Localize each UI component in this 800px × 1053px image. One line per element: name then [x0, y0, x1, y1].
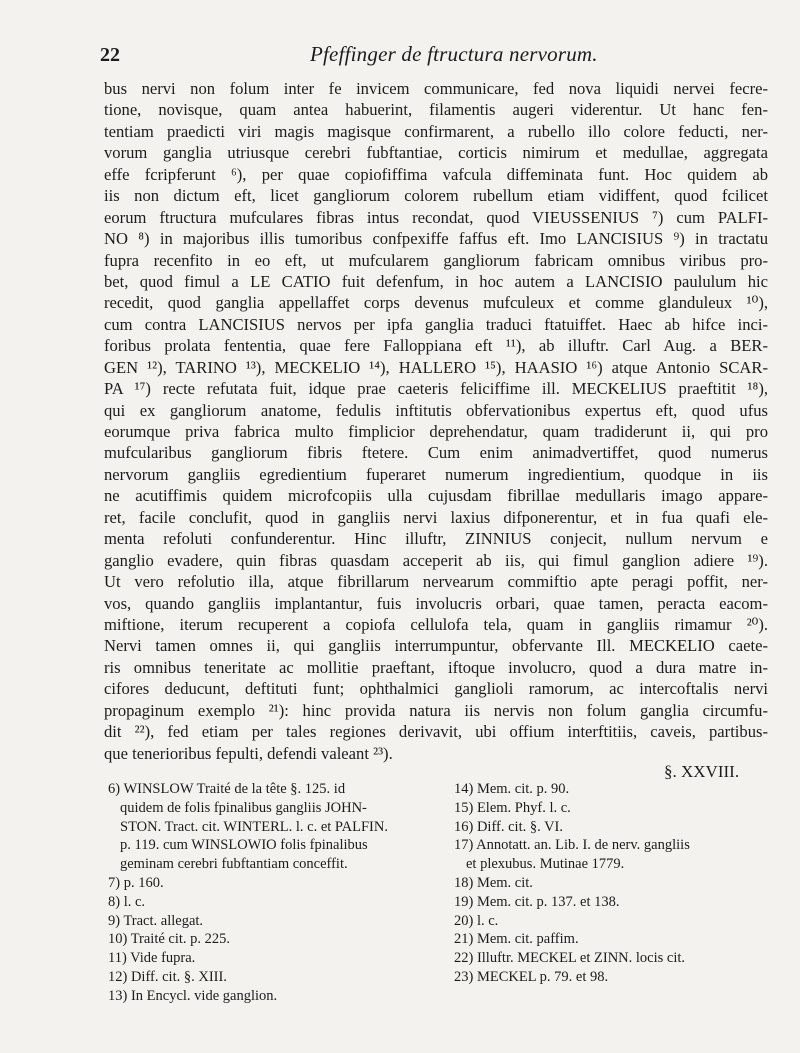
body-line: GEN ¹²), TARINO ¹³), MECKELIO ¹⁴), HALLERO ¹⁵), HAASIO ¹⁶) atque Antonio SCAR- — [104, 357, 768, 377]
body-line: fupra recenfito in eo eft, ut mufcularem gangliorum fabricam omnibus viribus pro- — [104, 250, 768, 270]
body-line: dit ²²), fed etiam per tales regiones derivavit, ubi offium interftitiis, caveis, partibus- — [104, 722, 768, 742]
footnote-line: STON. Tract. cit. WINTERL. l. c. et PALFIN. — [120, 818, 388, 835]
body-line: effe fcripferunt ⁶), per quae copiofiffima vafcula diffeminata funt. Hoc quidem ab — [104, 164, 768, 184]
body-line: foribus prolata fententia, quae fere Falloppiana eft ¹¹), ab illuftr. Carl Aug. a BER- — [104, 336, 768, 356]
body-line: qui ex gangliorum anatome, fedulis inftitutis obfervationibus expertus eft, quod ufus — [104, 400, 768, 420]
body-line: ris omnibus teneritate ac mollitie praeftant, iftoque involucro, quod a dura matre in- — [104, 657, 768, 677]
body-line: vos, quando gangliis implantantur, fuis involucris orbari, quae tamen, peracta eacom- — [104, 593, 768, 613]
body-line: que tenerioribus fepulti, defendi valeant ²³). — [104, 743, 393, 763]
footnote-line: 9) Tract. allegat. — [108, 912, 204, 929]
body-line: recedit, quod ganglia appellaffet corps devenus mufculeux et comme glanduleux ¹⁰), — [104, 293, 768, 313]
footnote-line: 8) l. c. — [108, 893, 146, 910]
footnote-line: 23) MECKEL p. 79. et 98. — [454, 968, 609, 985]
body-line: bet, quod fimul a LE CATIO fuit defenfum, in hoc autem a LANCISIO paululum hic — [104, 271, 768, 291]
body-line: NO ⁸) in majoribus illis tumoribus confpexiffe faffus eft. Imo LANCISIUS ⁹) in tractatu — [104, 229, 768, 249]
body-line: bus nervi non folum inter fe invicem communicare, fed nova liquidi nervei fecre- — [104, 79, 768, 98]
body-line: miftione, iterum recuperent a copiofa cellulofa tela, quam in gangliis rimamur ²⁰). — [104, 614, 768, 634]
footnote-line: 15) Elem. Phyf. l. c. — [454, 799, 571, 816]
footnotes-left-column — [108, 780, 408, 1006]
body-line: ganglio evadere, quin fibras quasdam acceperit ab iis, qui fimul ganglion adiere ¹⁹). — [104, 550, 768, 570]
body-line: ne acutiffimis quidem microfcopiis ulla cujusdam fibrillae medullaris imago appare- — [104, 486, 768, 506]
body-line: cifores deducunt, deftituti funt; ophthalmici ganglioli ramorum, ac intercoftalis nervi — [104, 679, 768, 699]
footnotes — [108, 780, 758, 1004]
body-line: tentiam praedicti viri magis magisque confirmarent, a rubello illo colore feducti, ner- — [104, 121, 768, 141]
footnote-line: 16) Diff. cit. §. VI. — [454, 818, 564, 835]
body-line: PA ¹⁷) recte refutata fuit, idque prae caeteris feliciffime ill. MECKELIUS praeftitit ¹⁸), — [104, 379, 768, 399]
footnotes-right-column — [454, 780, 764, 987]
body-line: eorum ftructura mufculares fibras intus recondat, quod VIEUSSENIUS ⁷) cum PALFI- — [104, 207, 768, 227]
body-line: tione, novisque, quam antea habuerint, filamentis augeri viderentur. Ut hanc fen- — [104, 100, 768, 120]
footnote-line: 6) WINSLOW Traité de la tête §. 125. id — [108, 781, 346, 797]
body-line: Nervi tamen omnes ii, qui gangliis interrumpuntur, obfervante Ill. MECKELIO caete- — [104, 636, 768, 656]
body-line: eorumque priva fabrica multo fimplicior deprehendatur, quam tradiderunt ii, qui pro — [104, 422, 768, 441]
body-line: Ut vero refolutio illa, atque fibrillarum nervearum commiftio apte peragi poffit, ner- — [104, 572, 768, 592]
footnote-line: 12) Diff. cit. §. XIII. — [108, 968, 227, 985]
page-number: 22 — [100, 44, 120, 66]
footnote-line: quidem de folis fpinalibus gangliis JOHN- — [120, 799, 367, 816]
footnote-line: 19) Mem. cit. p. 137. et 138. — [454, 893, 620, 910]
footnote-line: 22) Illuftr. MECKEL et ZINN. locis cit. — [454, 950, 686, 967]
footnote-line: 20) l. c. — [454, 912, 499, 929]
body-text — [104, 78, 768, 764]
body-line: vorum ganglia utriusque cerebri fubftantiae, corticis nimirum et medullae, aggregata — [104, 143, 768, 163]
body-line: ret, facile conclufit, quod in gangliis nervi laxius difponerentur, et in fua quafi ele- — [104, 507, 768, 527]
body-line: menta refoluti confunderentur. Hinc illuftr, ZINNIUS conjecit, nullum nervum e — [104, 529, 768, 549]
footnote-line: p. 119. cum WINSLOWIO folis fpinalibus — [120, 837, 368, 854]
footnote-line: et plexubus. Mutinae 1779. — [466, 856, 625, 873]
footnote-line: 13) In Encycl. vide ganglion. — [108, 987, 278, 1004]
body-line: mufcularibus gangliorum fibris ftetere. Cum enim animadvertiffet, quod numerus — [104, 443, 768, 463]
body-line: iis non dictum eft, licet gangliorum colorem rubellum etiam vidiffent, quod fcilicet — [104, 186, 768, 206]
running-title: Pfeffinger de ftructura nervorum. — [310, 42, 598, 66]
body-line: cum contra LANCISIUS nervos per ipfa ganglia traduci ftatuiffet. Haec ab hifce inci- — [104, 314, 768, 334]
footnote-line: 18) Mem. cit. — [454, 874, 533, 891]
footnote-line: 21) Mem. cit. paffim. — [454, 931, 579, 948]
footnote-line: 7) p. 160. — [108, 874, 164, 891]
body-line: propaginum exemplo ²¹): hinc provida natura iis nervis non folum ganglia circumfu- — [104, 700, 768, 720]
footnote-line: 14) Mem. cit. p. 90. — [454, 781, 570, 797]
footnote-line: 10) Traité cit. p. 225. — [108, 931, 231, 948]
footnote-line: 17) Annotatt. an. Lib. I. de nerv. gangliis — [454, 837, 690, 854]
body-line: nervorum gangliis egredientium fuperaret numerum ingredientium, quodque in iis — [104, 464, 768, 484]
section-heading: §. XXVIII. — [664, 762, 740, 781]
footnote-line: geminam cerebri fubftantiam conceffit. — [120, 856, 348, 873]
page-header — [100, 40, 750, 70]
footnote-line: 11) Vide fupra. — [108, 950, 196, 967]
